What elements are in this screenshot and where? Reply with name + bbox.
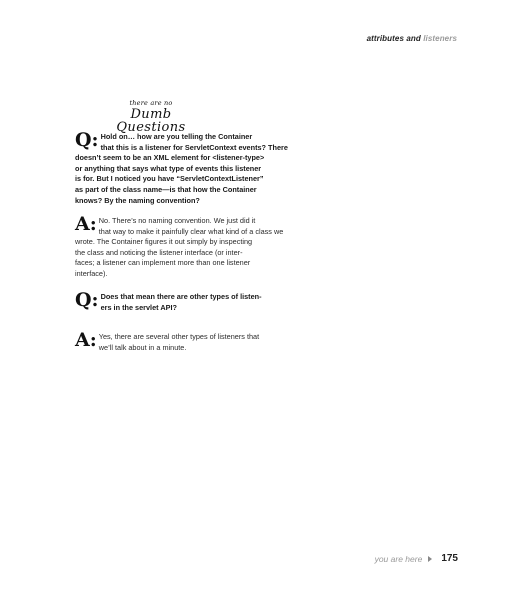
- question-line: knows? By the naming convention?: [75, 195, 200, 205]
- answer-marker: A:: [75, 213, 97, 235]
- answer-line: the class and noticing the listener interface (or inter-: [75, 247, 243, 257]
- question-line: doesn’t seem to be an XML element for <listener-type>: [75, 153, 265, 163]
- section-title-main: Dumb Questions: [116, 106, 186, 135]
- answer-line: wrote. The Container figures it out simply by inspecting: [75, 237, 253, 247]
- question-line: that this is a listener for ServletContext events? There: [100, 142, 288, 152]
- question-text: [75, 129, 288, 206]
- section-title-prefix: there are no: [129, 99, 173, 107]
- question-2: [75, 289, 280, 313]
- question-line: or anything that says what type of events this listener: [75, 163, 262, 173]
- question-text: [75, 289, 280, 313]
- answer-line: No. There’s no naming convention. We just did it: [98, 216, 256, 225]
- running-head-topic: listeners: [423, 34, 457, 43]
- answer-marker: A:: [75, 329, 97, 351]
- question-line: ers in the servlet API?: [100, 302, 177, 312]
- question-marker: Q:: [75, 289, 99, 311]
- arrow-right-icon: [428, 556, 432, 562]
- question-marker: Q:: [75, 129, 99, 151]
- answer-1: [75, 213, 284, 280]
- answer-text: [75, 213, 284, 280]
- question-line: Hold on… how are you telling the Container: [100, 132, 253, 141]
- answer-line: Yes, there are several other types of listeners that: [98, 332, 260, 341]
- question-line: is for. But I noticed you have “ServletContextListener”: [75, 174, 264, 184]
- page-number: 175: [441, 553, 458, 564]
- page-footer: [375, 553, 458, 564]
- question-line: as part of the class name—is that how the Container: [75, 184, 257, 194]
- answer-line: faces; a listener can implement more than one listener: [75, 258, 251, 268]
- answer-2: [75, 329, 280, 353]
- you-are-here-label: you are here: [374, 553, 423, 564]
- question-1: [75, 129, 288, 206]
- answer-line: we’ll talk about in a minute.: [98, 342, 187, 352]
- section-title: [101, 100, 201, 134]
- answer-text: [75, 329, 280, 353]
- running-head: [367, 34, 457, 43]
- question-line: Does that mean there are other types of listen-: [100, 292, 262, 301]
- running-head-chapter: attributes and: [366, 34, 421, 43]
- answer-line: that way to make it painfully clear what kind of a class we: [98, 226, 284, 236]
- answer-line: interface).: [75, 268, 108, 278]
